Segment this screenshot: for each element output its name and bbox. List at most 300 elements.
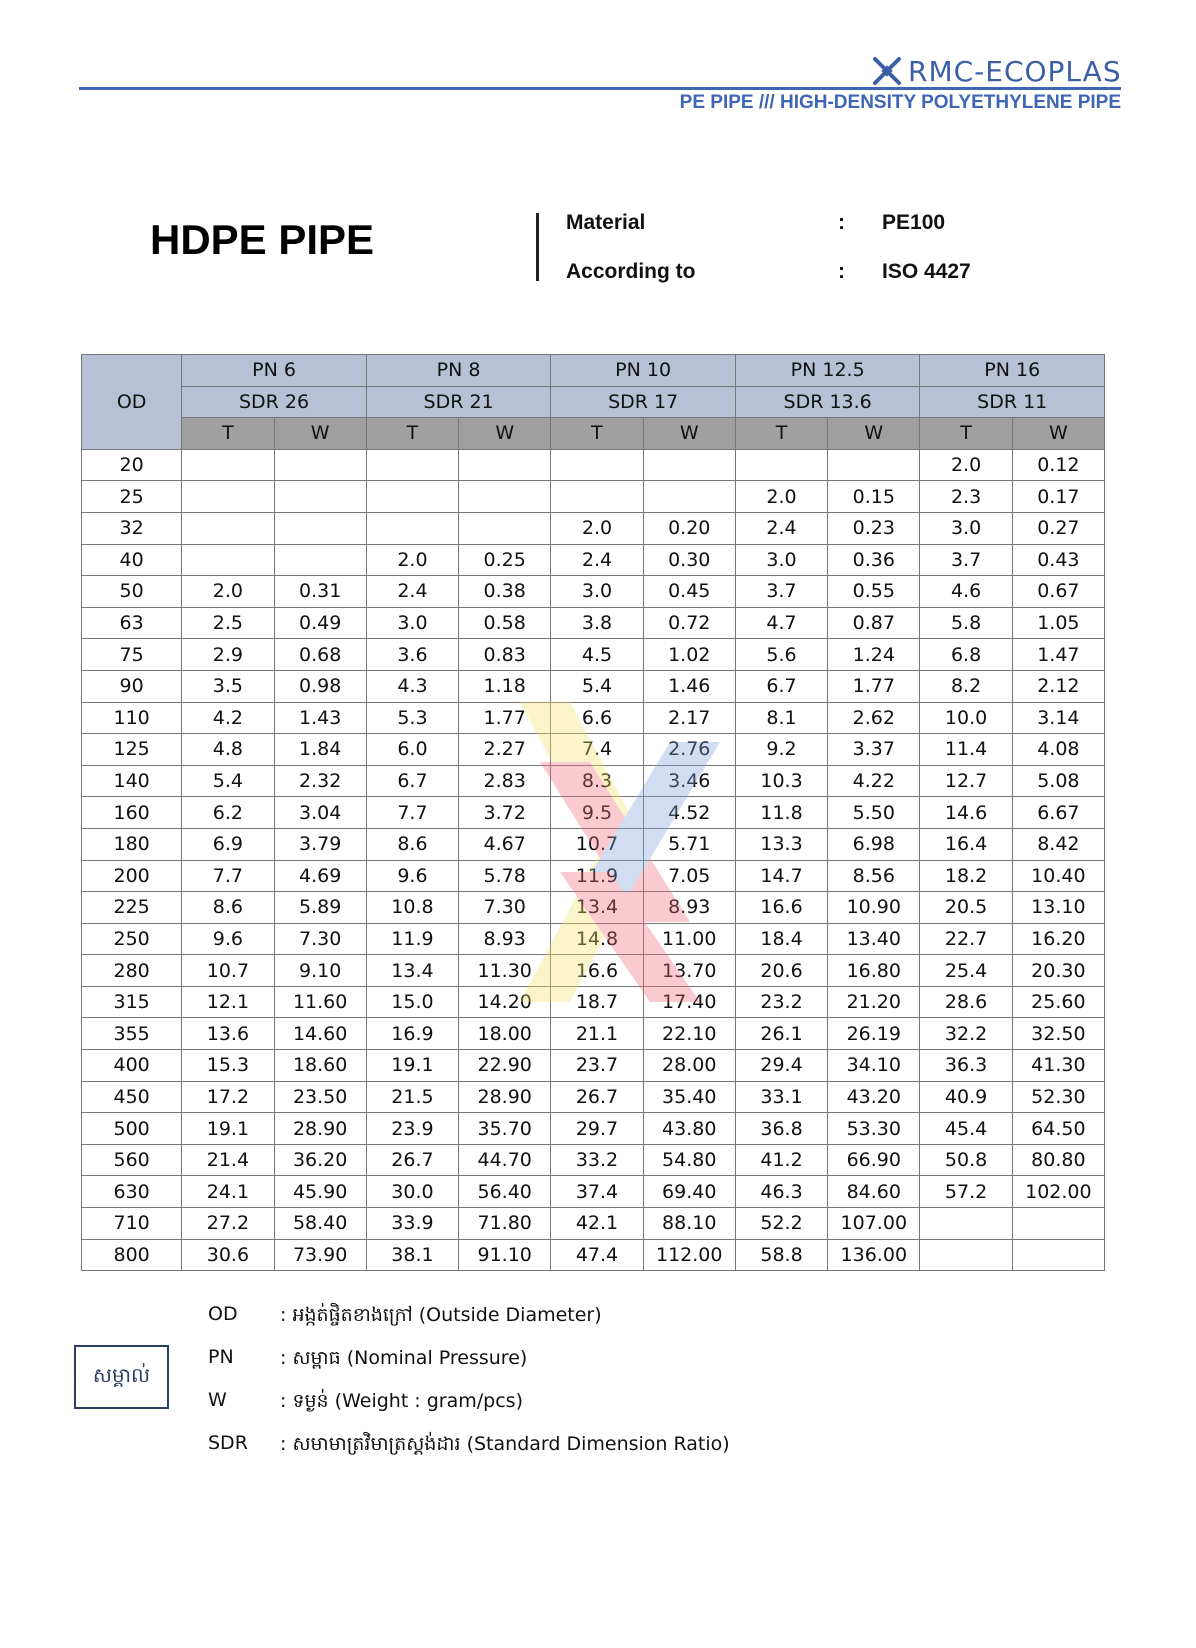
thickness-cell: 15.0 [366, 986, 458, 1018]
weight-cell: 0.12 [1012, 449, 1104, 481]
weight-cell: 71.80 [459, 1208, 551, 1240]
table-row [82, 892, 1105, 924]
thickness-cell: 11.9 [551, 860, 643, 892]
thickness-cell: 25.4 [920, 955, 1012, 987]
weight-cell: 45.90 [274, 1176, 366, 1208]
od-cell: 200 [82, 860, 182, 892]
od-cell: 250 [82, 923, 182, 955]
legend-definition: : សម្ពាធ (Nominal Pressure) [280, 1347, 528, 1369]
weight-cell: 1.43 [274, 702, 366, 734]
thickness-cell: 5.8 [920, 607, 1012, 639]
pipe-spec-table [81, 354, 1105, 1271]
weight-cell: 22.90 [459, 1050, 551, 1082]
title-divider [536, 213, 539, 281]
table-row [82, 734, 1105, 766]
weight-cell: 3.46 [643, 765, 735, 797]
weight-cell [274, 481, 366, 513]
thickness-cell: 23.7 [551, 1050, 643, 1082]
weight-cell: 5.78 [459, 860, 551, 892]
page-title: HDPE PIPE [150, 216, 375, 263]
weight-cell [643, 481, 735, 513]
weight-cell: 20.30 [1012, 955, 1104, 987]
thickness-cell: 36.3 [920, 1050, 1012, 1082]
weight-cell: 23.50 [274, 1081, 366, 1113]
thickness-cell: 26.7 [551, 1081, 643, 1113]
weight-cell: 6.67 [1012, 797, 1104, 829]
thickness-cell: 2.0 [920, 449, 1012, 481]
weight-cell: 136.00 [828, 1239, 920, 1271]
weight-cell: 8.42 [1012, 828, 1104, 860]
spec-colon: : [838, 211, 845, 234]
weight-cell: 2.83 [459, 765, 551, 797]
weight-cell: 35.40 [643, 1081, 735, 1113]
thickness-cell: 2.3 [920, 481, 1012, 513]
thickness-cell: 9.6 [182, 923, 274, 955]
pn-header-row [82, 355, 1105, 387]
thickness-cell: 7.7 [182, 860, 274, 892]
weight-cell [1012, 1208, 1104, 1240]
thickness-cell: 30.0 [366, 1176, 458, 1208]
brand-name: RMC-ECOPLAS [908, 54, 1122, 88]
weight-cell: 0.36 [828, 544, 920, 576]
table-row [82, 986, 1105, 1018]
thickness-cell: 52.2 [735, 1208, 827, 1240]
thickness-cell: 10.7 [551, 828, 643, 860]
weight-cell: 0.25 [459, 544, 551, 576]
thickness-cell: 4.3 [366, 670, 458, 702]
weight-cell: 0.17 [1012, 481, 1104, 513]
thickness-cell [735, 449, 827, 481]
weight-cell: 58.40 [274, 1208, 366, 1240]
thickness-cell: 14.6 [920, 797, 1012, 829]
thickness-cell: 4.7 [735, 607, 827, 639]
legend-abbr: SDR [208, 1432, 248, 1454]
weight-header: W [274, 418, 366, 450]
weight-cell: 43.20 [828, 1081, 920, 1113]
weight-cell: 0.55 [828, 576, 920, 608]
thickness-header: T [366, 418, 458, 450]
thickness-cell: 10.7 [182, 955, 274, 987]
table-row [82, 607, 1105, 639]
thickness-cell: 2.4 [735, 512, 827, 544]
thickness-cell: 50.8 [920, 1144, 1012, 1176]
weight-cell [274, 449, 366, 481]
weight-cell: 1.24 [828, 639, 920, 671]
weight-cell [274, 512, 366, 544]
weight-cell: 0.58 [459, 607, 551, 639]
weight-header: W [459, 418, 551, 450]
od-cell: 75 [82, 639, 182, 671]
weight-cell: 11.60 [274, 986, 366, 1018]
table-row [82, 1018, 1105, 1050]
thickness-cell: 32.2 [920, 1018, 1012, 1050]
thickness-cell: 45.4 [920, 1113, 1012, 1145]
weight-cell: 2.27 [459, 734, 551, 766]
weight-cell: 4.22 [828, 765, 920, 797]
weight-cell: 36.20 [274, 1144, 366, 1176]
thickness-cell [551, 481, 643, 513]
weight-cell: 0.68 [274, 639, 366, 671]
table-row [82, 1113, 1105, 1145]
thickness-cell: 40.9 [920, 1081, 1012, 1113]
weight-cell [459, 481, 551, 513]
table-row [82, 955, 1105, 987]
weight-cell: 17.40 [643, 986, 735, 1018]
weight-cell: 1.46 [643, 670, 735, 702]
thickness-cell: 16.6 [551, 955, 643, 987]
thickness-cell: 6.0 [366, 734, 458, 766]
thickness-cell: 7.7 [366, 797, 458, 829]
weight-cell: 13.70 [643, 955, 735, 987]
weight-cell: 5.71 [643, 828, 735, 860]
weight-cell: 112.00 [643, 1239, 735, 1271]
table-row [82, 1176, 1105, 1208]
weight-cell: 7.30 [459, 892, 551, 924]
weight-cell: 2.17 [643, 702, 735, 734]
pn-header: PN 16 [920, 355, 1105, 387]
weight-cell: 4.69 [274, 860, 366, 892]
thickness-cell: 18.7 [551, 986, 643, 1018]
thickness-cell: 3.7 [735, 576, 827, 608]
thickness-cell: 21.4 [182, 1144, 274, 1176]
thickness-cell: 5.4 [182, 765, 274, 797]
table-row [82, 860, 1105, 892]
legend-abbr: PN [208, 1346, 234, 1368]
weight-cell: 2.12 [1012, 670, 1104, 702]
weight-cell [1012, 1239, 1104, 1271]
spec-label-standard: According to [566, 260, 696, 283]
thickness-cell: 23.2 [735, 986, 827, 1018]
thickness-cell [366, 512, 458, 544]
weight-cell: 4.67 [459, 828, 551, 860]
sdr-header: SDR 26 [182, 386, 367, 418]
brand-logo [872, 54, 1122, 88]
weight-cell: 102.00 [1012, 1176, 1104, 1208]
od-cell: 560 [82, 1144, 182, 1176]
od-cell: 225 [82, 892, 182, 924]
table-row [82, 923, 1105, 955]
weight-cell: 56.40 [459, 1176, 551, 1208]
thickness-cell: 13.6 [182, 1018, 274, 1050]
thickness-cell: 3.6 [366, 639, 458, 671]
thickness-cell: 36.8 [735, 1113, 827, 1145]
thickness-cell: 4.6 [920, 576, 1012, 608]
thickness-cell: 11.9 [366, 923, 458, 955]
thickness-cell: 11.4 [920, 734, 1012, 766]
thickness-cell [920, 1239, 1012, 1271]
weight-cell: 10.40 [1012, 860, 1104, 892]
thickness-cell: 46.3 [735, 1176, 827, 1208]
thickness-cell: 2.0 [366, 544, 458, 576]
thickness-cell: 4.8 [182, 734, 274, 766]
weight-cell: 0.30 [643, 544, 735, 576]
weight-cell: 1.84 [274, 734, 366, 766]
weight-cell: 13.40 [828, 923, 920, 955]
thickness-cell: 57.2 [920, 1176, 1012, 1208]
od-cell: 355 [82, 1018, 182, 1050]
weight-cell: 3.37 [828, 734, 920, 766]
thickness-cell: 23.9 [366, 1113, 458, 1145]
thickness-cell: 6.7 [735, 670, 827, 702]
weight-header: W [643, 418, 735, 450]
pn-header: PN 6 [182, 355, 367, 387]
weight-cell: 32.50 [1012, 1018, 1104, 1050]
weight-cell: 54.80 [643, 1144, 735, 1176]
thickness-cell: 33.2 [551, 1144, 643, 1176]
thickness-cell: 18.4 [735, 923, 827, 955]
header-rule [79, 87, 1121, 90]
weight-cell: 4.52 [643, 797, 735, 829]
weight-cell: 1.47 [1012, 639, 1104, 671]
od-cell: 110 [82, 702, 182, 734]
thickness-cell: 4.5 [551, 639, 643, 671]
thickness-cell: 20.5 [920, 892, 1012, 924]
table-row [82, 1239, 1105, 1271]
thickness-header: T [551, 418, 643, 450]
weight-cell: 11.30 [459, 955, 551, 987]
weight-cell: 5.89 [274, 892, 366, 924]
thickness-cell: 12.1 [182, 986, 274, 1018]
weight-cell [274, 544, 366, 576]
thickness-cell: 29.4 [735, 1050, 827, 1082]
table-row [82, 449, 1105, 481]
thickness-cell: 6.8 [920, 639, 1012, 671]
spec-colon: : [838, 260, 845, 283]
thickness-cell: 8.2 [920, 670, 1012, 702]
thickness-cell: 17.2 [182, 1081, 274, 1113]
weight-cell: 0.98 [274, 670, 366, 702]
thickness-cell: 9.5 [551, 797, 643, 829]
weight-cell: 2.76 [643, 734, 735, 766]
weight-cell: 84.60 [828, 1176, 920, 1208]
thickness-cell: 13.3 [735, 828, 827, 860]
thickness-cell: 2.5 [182, 607, 274, 639]
weight-cell: 2.32 [274, 765, 366, 797]
thickness-cell: 16.6 [735, 892, 827, 924]
weight-cell: 0.49 [274, 607, 366, 639]
weight-cell: 3.79 [274, 828, 366, 860]
sdr-header: SDR 13.6 [735, 386, 920, 418]
od-cell: 90 [82, 670, 182, 702]
sdr-header: SDR 17 [551, 386, 736, 418]
thickness-cell: 2.4 [366, 576, 458, 608]
header-subtitle: PE PIPE /// HIGH-DENSITY POLYETHYLENE PIPE [679, 92, 1121, 113]
weight-cell: 28.90 [274, 1113, 366, 1145]
thickness-cell [182, 449, 274, 481]
weight-cell: 107.00 [828, 1208, 920, 1240]
thickness-cell: 2.0 [735, 481, 827, 513]
thickness-cell: 20.6 [735, 955, 827, 987]
weight-cell: 1.18 [459, 670, 551, 702]
weight-cell: 13.10 [1012, 892, 1104, 924]
thickness-cell: 2.9 [182, 639, 274, 671]
thickness-cell: 13.4 [551, 892, 643, 924]
thickness-cell: 2.4 [551, 544, 643, 576]
weight-cell: 1.77 [459, 702, 551, 734]
weight-cell: 3.72 [459, 797, 551, 829]
thickness-cell: 8.1 [735, 702, 827, 734]
thickness-cell: 38.1 [366, 1239, 458, 1271]
weight-cell: 3.14 [1012, 702, 1104, 734]
thickness-cell [366, 481, 458, 513]
weight-cell: 4.08 [1012, 734, 1104, 766]
thickness-cell: 37.4 [551, 1176, 643, 1208]
thickness-cell: 9.2 [735, 734, 827, 766]
thickness-header: T [735, 418, 827, 450]
weight-cell: 18.60 [274, 1050, 366, 1082]
thickness-cell: 2.0 [182, 576, 274, 608]
thickness-cell: 10.3 [735, 765, 827, 797]
od-cell: 32 [82, 512, 182, 544]
thickness-cell: 6.6 [551, 702, 643, 734]
od-cell: 710 [82, 1208, 182, 1240]
od-cell: 20 [82, 449, 182, 481]
weight-cell: 35.70 [459, 1113, 551, 1145]
weight-cell: 66.90 [828, 1144, 920, 1176]
thickness-cell: 58.8 [735, 1239, 827, 1271]
od-cell: 280 [82, 955, 182, 987]
table-row [82, 512, 1105, 544]
weight-cell: 34.10 [828, 1050, 920, 1082]
thickness-cell: 6.7 [366, 765, 458, 797]
weight-cell: 10.90 [828, 892, 920, 924]
table-row [82, 702, 1105, 734]
weight-cell: 0.38 [459, 576, 551, 608]
thickness-cell: 3.0 [920, 512, 1012, 544]
legend-definition: : សមាមាត្រវិមាត្រស្តង់ដារ (Standard Dimension Ratio) [280, 1433, 730, 1455]
od-cell: 40 [82, 544, 182, 576]
weight-header: W [1012, 418, 1104, 450]
thickness-cell: 47.4 [551, 1239, 643, 1271]
weight-cell: 41.30 [1012, 1050, 1104, 1082]
thickness-cell: 8.6 [182, 892, 274, 924]
spec-value-material: PE100 [882, 211, 946, 234]
thickness-cell: 41.2 [735, 1144, 827, 1176]
legend-abbr: W [208, 1389, 227, 1411]
weight-cell: 0.23 [828, 512, 920, 544]
od-cell: 63 [82, 607, 182, 639]
thickness-cell: 3.0 [735, 544, 827, 576]
thickness-cell: 18.2 [920, 860, 1012, 892]
thickness-cell [182, 481, 274, 513]
sdr-header: SDR 11 [920, 386, 1105, 418]
thickness-cell: 16.4 [920, 828, 1012, 860]
weight-cell [643, 449, 735, 481]
od-cell: 450 [82, 1081, 182, 1113]
thickness-cell: 33.1 [735, 1081, 827, 1113]
weight-cell [459, 512, 551, 544]
table-row [82, 1144, 1105, 1176]
thickness-cell [182, 544, 274, 576]
weight-cell [459, 449, 551, 481]
thickness-cell: 2.0 [551, 512, 643, 544]
thickness-cell: 19.1 [182, 1113, 274, 1145]
thickness-header: T [182, 418, 274, 450]
thickness-cell [920, 1208, 1012, 1240]
weight-cell: 1.02 [643, 639, 735, 671]
thickness-cell: 6.2 [182, 797, 274, 829]
od-cell: 50 [82, 576, 182, 608]
weight-cell [828, 449, 920, 481]
thickness-cell: 3.7 [920, 544, 1012, 576]
thickness-cell: 33.9 [366, 1208, 458, 1240]
table-row [82, 1050, 1105, 1082]
od-header: OD [82, 355, 182, 450]
thickness-cell: 26.7 [366, 1144, 458, 1176]
thickness-cell [366, 449, 458, 481]
weight-cell: 44.70 [459, 1144, 551, 1176]
weight-cell: 22.10 [643, 1018, 735, 1050]
weight-cell: 0.27 [1012, 512, 1104, 544]
thickness-cell: 5.4 [551, 670, 643, 702]
weight-cell: 80.80 [1012, 1144, 1104, 1176]
spec-label-material: Material [566, 211, 646, 234]
thickness-cell: 11.8 [735, 797, 827, 829]
weight-cell: 18.00 [459, 1018, 551, 1050]
note-box: សម្គាល់ [74, 1345, 169, 1409]
thickness-cell: 26.1 [735, 1018, 827, 1050]
thickness-cell: 9.6 [366, 860, 458, 892]
tw-header-row [82, 418, 1105, 450]
thickness-cell: 12.7 [920, 765, 1012, 797]
weight-cell: 14.20 [459, 986, 551, 1018]
legend-abbr: OD [208, 1303, 238, 1325]
thickness-cell [551, 449, 643, 481]
weight-cell: 14.60 [274, 1018, 366, 1050]
od-cell: 630 [82, 1176, 182, 1208]
thickness-cell: 21.5 [366, 1081, 458, 1113]
weight-cell: 0.87 [828, 607, 920, 639]
table-row [82, 797, 1105, 829]
thickness-cell: 4.2 [182, 702, 274, 734]
thickness-cell: 10.0 [920, 702, 1012, 734]
weight-cell: 0.83 [459, 639, 551, 671]
weight-cell: 52.30 [1012, 1081, 1104, 1113]
thickness-cell: 8.3 [551, 765, 643, 797]
weight-cell: 53.30 [828, 1113, 920, 1145]
weight-cell: 16.20 [1012, 923, 1104, 955]
thickness-header: T [920, 418, 1012, 450]
weight-cell: 1.05 [1012, 607, 1104, 639]
thickness-cell: 19.1 [366, 1050, 458, 1082]
weight-cell: 69.40 [643, 1176, 735, 1208]
table-row [82, 1208, 1105, 1240]
table-row [82, 670, 1105, 702]
od-cell: 25 [82, 481, 182, 513]
weight-cell: 0.15 [828, 481, 920, 513]
weight-cell: 28.00 [643, 1050, 735, 1082]
weight-cell: 0.20 [643, 512, 735, 544]
weight-cell: 5.08 [1012, 765, 1104, 797]
thickness-cell: 42.1 [551, 1208, 643, 1240]
table-row [82, 765, 1105, 797]
table-row [82, 481, 1105, 513]
pn-header: PN 10 [551, 355, 736, 387]
brand-mark-icon [872, 56, 902, 86]
weight-cell: 1.77 [828, 670, 920, 702]
thickness-cell: 5.6 [735, 639, 827, 671]
thickness-cell: 7.4 [551, 734, 643, 766]
weight-cell: 43.80 [643, 1113, 735, 1145]
weight-cell: 28.90 [459, 1081, 551, 1113]
weight-cell: 5.50 [828, 797, 920, 829]
thickness-cell: 8.6 [366, 828, 458, 860]
weight-cell: 8.56 [828, 860, 920, 892]
weight-cell: 8.93 [459, 923, 551, 955]
legend-definition: : ទម្ងន់ (Weight : gram/pcs) [280, 1390, 523, 1412]
sdr-header: SDR 21 [366, 386, 551, 418]
weight-cell: 26.19 [828, 1018, 920, 1050]
